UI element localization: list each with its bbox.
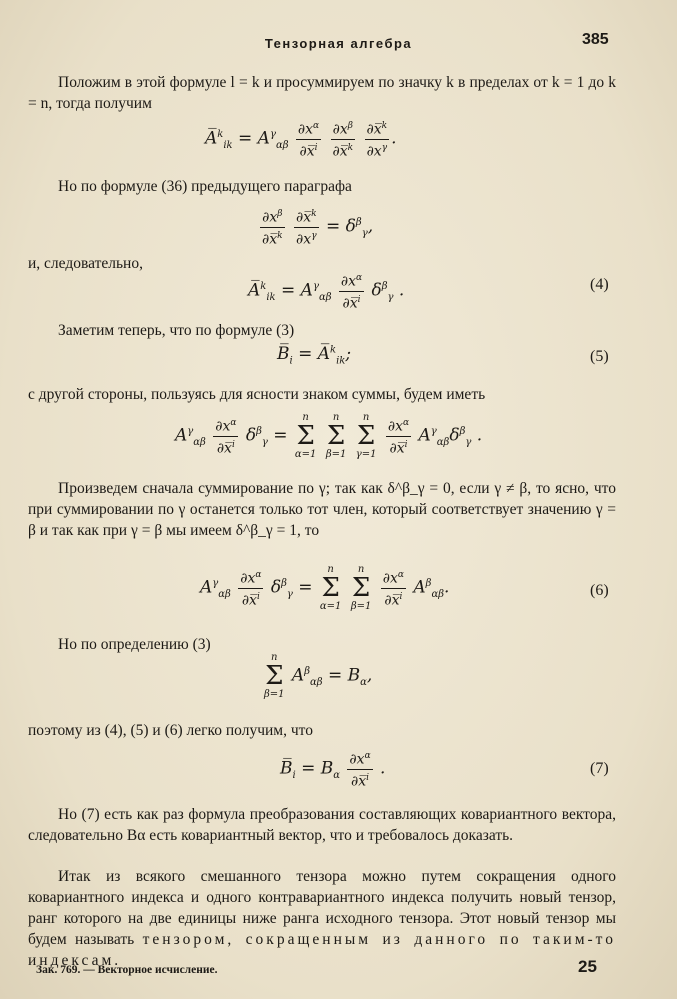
paragraph-8: поэтому из (4), (5) и (6) легко получим, что	[28, 722, 313, 739]
paragraph-5: с другой стороны, пользуясь для ясности знаком суммы, будем иметь	[28, 386, 486, 403]
paragraph-3: и, следовательно,	[28, 255, 143, 272]
paragraph-7: Но по определению (3)	[58, 636, 211, 653]
footer-signature-number: 25	[578, 957, 597, 976]
equation-number-5: (5)	[590, 348, 609, 365]
paragraph-10	[28, 866, 616, 971]
paragraph-10-emphasis: тензором, сокращенным из данного по таким-то индексам.	[28, 931, 616, 969]
formula-5: $B̅_i$ = A̅$^k_{ik}$;	[277, 344, 352, 367]
paragraph-2: Но по формуле (36) предыдущего параграфа	[58, 178, 352, 195]
running-head: Тензорная алгебра	[264, 36, 413, 51]
formula-sum: $A^\gamma_{\alpha\beta}$ $\frac{\partial x^\alpha}{\partial x̅^i}$ $\delta^\beta_\gamma$ = n Σ α=1 n Σ β=1 n Σ γ=1 $\frac{\partial x^\alpha}{\partial x̅^i}$ $A^\gamma_{\alpha\beta}\delta^\beta_\gamma$ .	[175, 412, 483, 460]
equation-number-4: (4)	[590, 276, 609, 293]
equation-number-6: (6)	[590, 582, 609, 599]
formula-6: $A^\gamma_{\alpha\beta}$ $\frac{\partial x^\alpha}{\partial x̅^i}$ $\delta^\beta_\gamma$ = n Σ α=1 n Σ β=1 $\frac{\partial x^\alpha}{\partial x̅^i}$ $A^\beta_{\alpha\beta}$.	[200, 564, 450, 612]
formula-4: A̅$^k_{ik}$ = $A^\gamma_{\alpha\beta}$ $\frac{\partial x^\alpha}{\partial x̅^i}$ $\delta^\beta_\gamma$ .	[248, 270, 404, 312]
footer-printing-note: Зак. 769. — Векторное исчисление.	[36, 964, 218, 976]
paragraph-9: Но (7) есть как раз формула преобразования составляющих ковариантного вектора, следовательно Bα есть ковариантный вектор, что и требовалось доказать.	[28, 806, 616, 844]
page-number: 385	[582, 31, 609, 48]
paragraph-1: Положим в этой формуле l = k и просуммируем по значку k в пределах от k = 1 до k = n, тогда получим	[28, 74, 616, 112]
paragraph-6: Произведем сначала суммирование по γ; так как δ^β_γ = 0, если γ ≠ β, то ясно, что при суммировании по γ останется только тот член, который соответствует значению γ = β и так как при γ = β мы имеем δ^β_γ = 1, то	[28, 480, 616, 539]
formula-1: A̅$^k_{ik}$ = $A^\gamma_{\alpha\beta}$ $\frac{\partial x^\alpha}{\partial x̅^i}$ $\frac{\partial x^\beta}{\partial x̅^k}$ $\frac{\partial x̅^k}{\partial x^\gamma}$ .	[205, 118, 397, 160]
paragraph-10-text: Итак из всякого смешанного тензора можно путем сокращения одного ковариантного индекса и одного контравариантного индекса получить новый тензор, ранг которого на две единицы ниже ранга исходного тензора. Этот новый тензор мы будем называть	[28, 868, 616, 948]
formula-definition: n Σ β=1 $A^\beta_{\alpha\beta} = B_\alpha$,	[264, 652, 373, 700]
formula-2: $\frac{\partial x^\beta}{\partial x̅^k}$ $\frac{\partial x̅^k}{\partial x^\gamma}$ = $\delta^\beta_\gamma$,	[258, 206, 373, 248]
paragraph-4: Заметим теперь, что по формуле (3)	[58, 322, 295, 339]
equation-number-7: (7)	[590, 760, 609, 777]
formula-7: $B̅_i = B_\alpha$ $\frac{\partial x^\alpha}{\partial x̅^i}$ .	[280, 748, 385, 790]
